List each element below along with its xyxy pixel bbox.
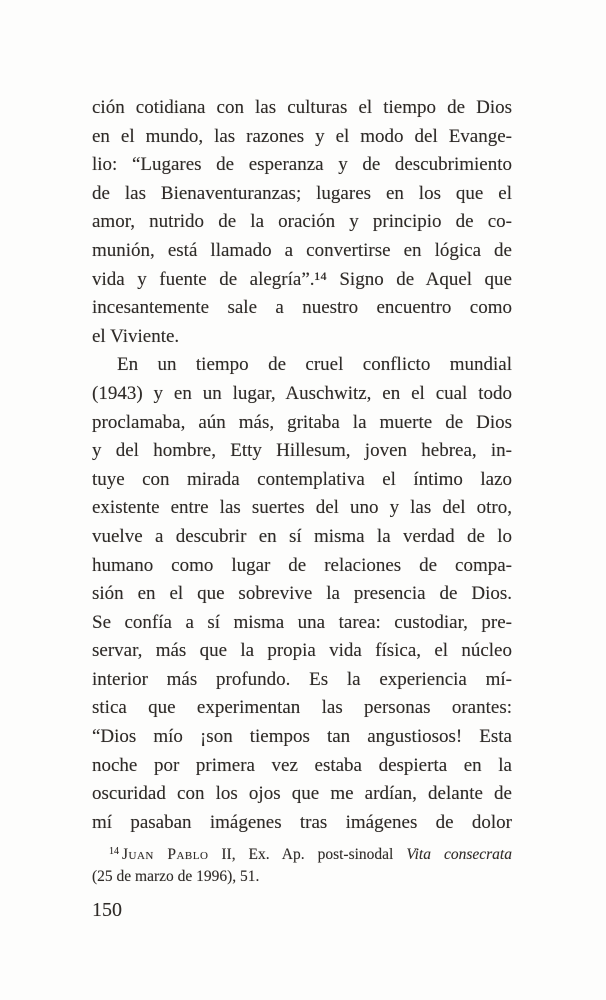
- text-line: de las Bienaventuranzas; lugares en los que el: [92, 182, 512, 204]
- paragraph-etty-hillesum: [92, 351, 512, 837]
- footnote-line-1: [92, 841, 512, 866]
- page-text-block: [92, 94, 512, 837]
- text-line: stica que experimentan las personas orantes:: [92, 697, 512, 719]
- text-line: humano como lugar de relaciones de compa-: [92, 554, 512, 576]
- text-line: mí pasaban imágenes tras imágenes de dolor: [92, 811, 512, 833]
- text-line: ción cotidiana con las culturas el tiempo de Dios: [92, 97, 512, 118]
- footnote-marker: 14: [109, 846, 119, 857]
- text-line: proclamaba, aún más, gritaba la muerte de Dios: [92, 411, 512, 433]
- text-line: en el mundo, las razones y el modo del Evange-: [92, 125, 512, 147]
- text-line: lio: “Lugares de esperanza y de descubrimiento: [92, 154, 512, 176]
- text-line: En un tiempo de cruel conflicto mundial: [117, 354, 512, 376]
- text-line: Se confía a sí misma una tarea: custodiar, pre-: [92, 611, 512, 633]
- text-line: oscuridad con los ojos que me ardían, delante de: [92, 783, 512, 805]
- text-line: “Dios mío ¡son tiempos tan angustiosos! Esta: [92, 726, 512, 748]
- text-line: munión, está llamado a convertirse en lógica de: [92, 239, 512, 261]
- footnote-text: II, Ex. Ap. post-sinodal: [208, 846, 407, 863]
- text-line: interior más profundo. Es la experiencia mí-: [92, 668, 512, 690]
- text-line: servar, más que la propia vida física, el núcleo: [92, 640, 512, 662]
- text-line: amor, nutrido de la oración y principio de co-: [92, 211, 512, 233]
- text-line: noche por primera vez estaba despierta en la: [92, 754, 512, 776]
- footnote: [92, 841, 512, 887]
- text-line: (1943) y en un lugar, Auschwitz, en el cual todo: [92, 382, 512, 404]
- footnote-line-2: (25 de marzo de 1996), 51.: [92, 867, 260, 885]
- footnote-author: Juan Pablo: [122, 846, 209, 863]
- text-line: sión en el que sobrevive la presencia de Dios.: [92, 583, 512, 605]
- text-line: vuelve a descubrir en sí misma la verdad de lo: [92, 525, 512, 547]
- footnote-work-title: Vita consecrata: [406, 846, 512, 863]
- text-line: existente entre las suertes del uno y las del otro,: [92, 497, 512, 519]
- text-line: incesantemente sale a nuestro encuentro como: [92, 297, 512, 319]
- text-line: y del hombre, Etty Hillesum, joven hebrea, in-: [92, 440, 512, 462]
- text-line: vida y fuente de alegría”.¹⁴ Signo de Aquel que: [92, 268, 512, 290]
- text-line: el Viviente.: [92, 325, 180, 347]
- paragraph-continuation: [92, 94, 512, 351]
- page-number: 150: [92, 899, 122, 921]
- text-line: tuye con mirada contemplativa el íntimo lazo: [92, 468, 512, 490]
